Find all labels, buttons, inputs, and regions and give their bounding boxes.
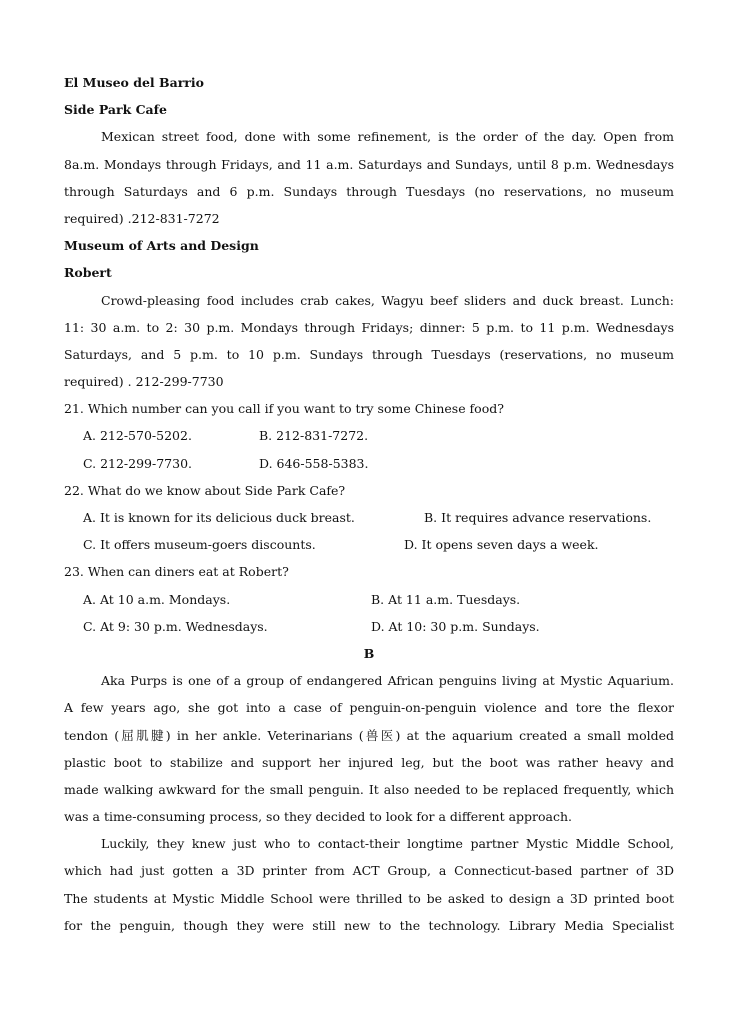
passage-b-paragraph-1-line: A few years ago, she got into a case of penguin-on-penguin violence and tore the flexor xyxy=(64,700,674,716)
heading-museum-of-arts-and-design: Museum of Arts and Design xyxy=(64,238,259,254)
robert-paragraph-line: Saturdays, and 5 p.m. to 10 p.m. Sundays through Tuesdays (reservations, no museum xyxy=(64,346,674,362)
document-page xyxy=(64,69,674,939)
passage-b-paragraph-2-line: Luckily, they knew just who to contact-their longtime partner Mystic Middle School, xyxy=(101,836,674,852)
heading-el-museo-del-barrio: El Museo del Barrio xyxy=(64,75,204,90)
passage-b-paragraph-1-line: Aka Purps is one of a group of endangered African penguins living at Mystic Aquarium. xyxy=(101,673,674,689)
question-22-option-c: C. It offers museum-goers discounts. xyxy=(83,537,316,553)
question-21-stem: 21. Which number can you call if you want to try some Chinese food? xyxy=(64,401,504,417)
question-21-option-a: A. 212-570-5202. xyxy=(83,428,192,444)
question-21-option-c: C. 212-299-7730. xyxy=(83,455,193,471)
section-b-label: B xyxy=(363,645,375,661)
question-23-options-row-1 xyxy=(64,586,674,613)
heading-side-park-cafe: Side Park Cafe xyxy=(64,102,167,118)
robert-paragraph-line: Crowd-pleasing food includes crab cakes, Wagyu beef sliders and duck breast. Lunch: xyxy=(101,292,674,308)
question-22-options-row-1 xyxy=(64,504,674,531)
question-21-options-row-1 xyxy=(64,422,674,449)
question-23-option-d: D. At 10: 30 p.m. Sundays. xyxy=(371,618,540,634)
cafe-paragraph-line: required) .212-831-7272 xyxy=(64,210,220,226)
passage-b-paragraph-1-line: plastic boot to stabilize and support her injured leg, but the boot was rather heavy and xyxy=(64,754,674,770)
question-23-option-c: C. At 9: 30 p.m. Wednesdays. xyxy=(83,618,268,634)
cafe-paragraph-line: 8a.m. Mondays through Fridays, and 11 a.m. Saturdays and Sundays, until 8 p.m. Wednesdays xyxy=(64,156,674,172)
question-23-options-row-2 xyxy=(64,613,674,640)
passage-b-paragraph-1-line: made walking awkward for the small penguin. It also needed to be replaced frequently, which xyxy=(64,781,674,797)
passage-b-paragraph-1-line: was a time-consuming process, so they decided to look for a different approach. xyxy=(64,809,573,825)
question-22-option-d: D. It opens seven days a week. xyxy=(404,537,599,553)
passage-b-paragraph-2-line: The students at Mystic Middle School were thrilled to be asked to design a 3D printed boot xyxy=(64,890,674,906)
question-23-stem: 23. When can diners eat at Robert? xyxy=(64,564,289,580)
robert-paragraph-line: 11: 30 a.m. to 2: 30 p.m. Mondays through Fridays; dinner: 5 p.m. to 11 p.m. Wednesdays xyxy=(64,319,674,335)
question-21-option-d: D. 646-558-5383. xyxy=(259,455,369,471)
question-21-options-row-2 xyxy=(64,450,674,477)
robert-paragraph-line: required) . 212-299-7730 xyxy=(64,374,224,390)
question-22-options-row-2 xyxy=(64,531,674,558)
question-21-option-b: B. 212-831-7272. xyxy=(259,428,369,444)
question-23-option-b: B. At 11 a.m. Tuesdays. xyxy=(371,591,521,607)
question-22-option-b: B. It requires advance reservations. xyxy=(424,510,652,525)
passage-b-paragraph-2-line: for the penguin, though they were still new to the technology. Library Media Specialist xyxy=(64,917,674,933)
question-23-option-a: A. At 10 a.m. Mondays. xyxy=(83,591,231,607)
question-22-stem: 22. What do we know about Side Park Cafe? xyxy=(64,482,346,498)
question-22-option-a: A. It is known for its delicious duck breast. xyxy=(83,510,355,525)
heading-robert: Robert xyxy=(64,265,112,281)
passage-b-paragraph-2-line: which had just gotten a 3D printer from ACT Group, a Connecticut-based partner of 3D xyxy=(64,863,674,879)
cafe-paragraph-line: Mexican street food, done with some refinement, is the order of the day. Open from xyxy=(101,129,674,145)
cafe-paragraph-line: through Saturdays and 6 p.m. Sundays through Tuesdays (no reservations, no museum xyxy=(64,183,674,199)
passage-b-paragraph-1-line: tendon (屈肌腱) in her ankle. Veterinarians (兽医) at the aquarium created a small molded xyxy=(64,727,674,743)
